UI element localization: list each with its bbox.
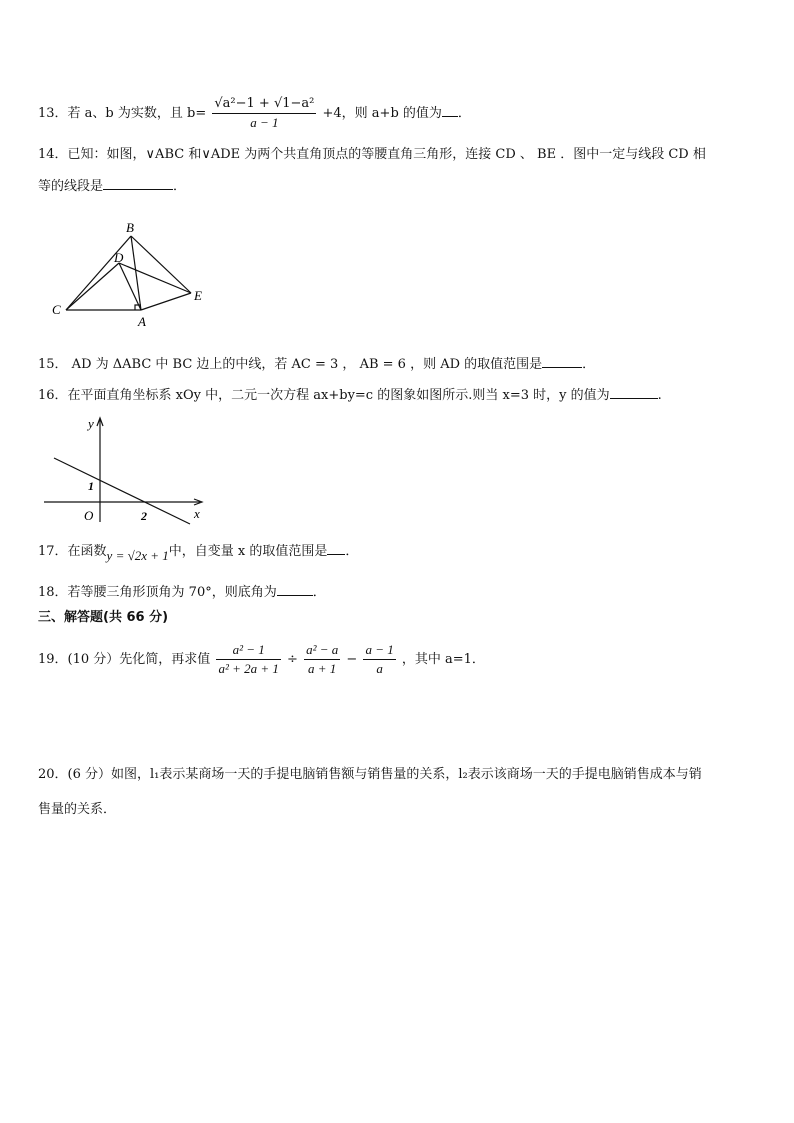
question-15 <box>38 355 595 374</box>
q19-fraction-3 <box>363 641 395 678</box>
label-C: C <box>52 302 61 317</box>
q14-answer-blank[interactable] <box>103 177 173 190</box>
tick-label-1: 1 <box>88 479 94 493</box>
q16-line-graph <box>40 414 210 526</box>
q17-answer-blank[interactable] <box>327 542 345 555</box>
q16-answer-blank[interactable] <box>610 386 658 399</box>
q13-fraction-numerator: √a²−1 + √1−a² <box>212 95 316 114</box>
section-3-title: 三、解答题(共 66 分) <box>38 610 169 625</box>
q19-f1-numerator: a² − 1 <box>216 641 280 660</box>
tick-label-2: 2 <box>141 509 147 523</box>
q19-suffix: ，其中 a=1． <box>401 652 485 667</box>
label-B: B <box>126 220 134 235</box>
question-17 <box>38 542 358 561</box>
axis-label-y: y <box>88 416 94 431</box>
q17-prefix: 17．在函数 <box>38 544 107 559</box>
q19-f2-denominator: a + 1 <box>308 661 337 676</box>
q13-prefix: 13．若 a、b 为实数，且 b= <box>38 106 207 121</box>
q17-function: y = √2x + 1 <box>106 548 169 563</box>
question-20-line1: 20．(6 分）如图，l₁表示某商场一天的手提电脑销售额与销售量的关系，l₂表示该商场一天的手提电脑销售成本与销 <box>38 767 702 782</box>
q17-suffix: 中，自变量 x 的取值范围是 <box>168 544 328 559</box>
q16-end: . <box>657 388 662 403</box>
q13-suffix: +4，则 a+b 的值为 <box>322 106 442 121</box>
q19-op-divide: ÷ <box>287 652 298 667</box>
q19-f1-denominator: a² + 2a + 1 <box>218 661 279 676</box>
q13-fraction-denominator: a − 1 <box>250 115 279 130</box>
q15-end: ． <box>582 357 596 372</box>
q15-text: 15． AD 为 ΔABC 中 BC 边上的中线，若 AC = 3 ， AB = 6 ，则 AD 的取值范围是 <box>38 357 543 372</box>
q16-text: 16．在平面直角坐标系 xOy 中，二元一次方程 ax+by=c 的图象如图所示.则当 x=3 时，y 的值为 <box>38 388 610 403</box>
q13-fraction <box>212 95 316 132</box>
q14-end: ． <box>173 179 187 194</box>
q19-prefix: 19．(10 分）先化简，再求值 <box>38 652 211 667</box>
q19-f3-numerator: a − 1 <box>363 641 395 660</box>
question-13 <box>38 95 471 132</box>
q18-text: 18．若等腰三角形顶角为 70°，则底角为 <box>38 585 277 600</box>
question-18 <box>38 583 326 602</box>
question-16 <box>38 386 662 405</box>
q19-fraction-2 <box>304 641 340 678</box>
axis-label-x: x <box>194 506 200 521</box>
q18-answer-blank[interactable] <box>277 583 313 596</box>
q14-prefix: 等的线段是 <box>38 179 104 194</box>
q18-end: ． <box>312 585 326 600</box>
question-14-line1: 14．已知：如图，∨ABC 和∨ADE 为两个共直角顶点的等腰直角三角形，连接 CD 、 BE ．图中一定与线段 CD 相 <box>38 147 706 162</box>
label-A: A <box>138 314 146 329</box>
label-D: D <box>114 250 124 265</box>
origin-label: O <box>84 508 94 523</box>
q13-answer-blank[interactable] <box>442 104 458 117</box>
q19-op-minus: − <box>346 652 358 667</box>
q13-end: ． <box>457 106 471 121</box>
question-19 <box>38 641 485 678</box>
q19-fraction-1 <box>216 641 280 678</box>
q17-end: ． <box>345 544 359 559</box>
label-E: E <box>194 288 202 303</box>
question-14-line2 <box>38 177 186 196</box>
q19-f2-numerator: a² − a <box>304 641 340 660</box>
question-20-line2: 售量的关系． <box>38 802 117 817</box>
q14-triangle-figure <box>48 218 218 330</box>
q15-answer-blank[interactable] <box>542 355 582 368</box>
q19-f3-denominator: a <box>376 661 383 676</box>
